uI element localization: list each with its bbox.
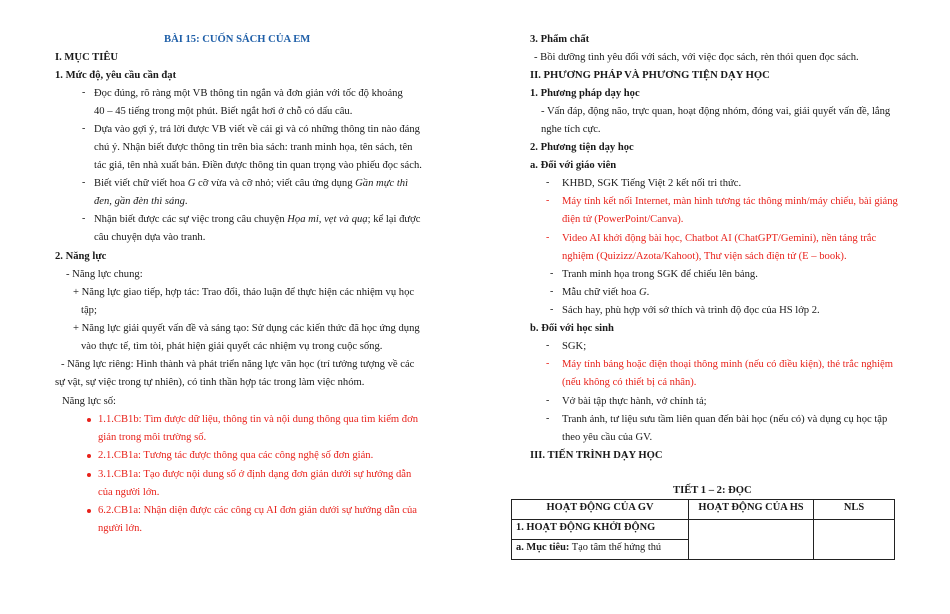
table-header-row	[512, 500, 895, 520]
bullet-dot	[87, 418, 91, 422]
heading-means: 2. Phương tiện dạy học	[530, 142, 634, 153]
teacher-item-5: Mẫu chữ viết hoa G.	[562, 287, 650, 298]
quality-line-1: - Bồi dưỡng tình yêu đối với sách, với việc đọc sách, rèn thói quen đọc sách.	[534, 52, 859, 63]
dash-bullet: -	[82, 213, 86, 224]
digital-competence-3-line-1: 3.1.CB1a: Tạo được nội dung số ở định dạng đơn giản dưới sự hướng dẫn	[98, 469, 412, 480]
requirement-3-line-1: Biết viết chữ viết hoa G cỡ vừa và cỡ nhỏ; viết câu ứng dụng Gần mực thì	[94, 178, 409, 189]
activity-startup-cell: 1. HOẠT ĐỘNG KHỞI ĐỘNG	[512, 520, 689, 540]
digital-competence-4-line-1: 6.2.CB1a: Nhận diện được các công cụ AI đơn giản dưới sự hướng dẫn của	[98, 505, 417, 516]
heading-method-1: 1. Phương pháp dạy học	[530, 88, 640, 99]
heading-process: III. TIẾN TRÌNH DẠY HỌC	[530, 450, 663, 461]
requirement-2-line-1: Dựa vào gợi ý, trả lời được VB viết về cái gì và có những thông tin nào đáng	[94, 124, 420, 135]
dash-bullet: -	[550, 268, 554, 279]
requirement-1-line-2: 40 – 45 tiếng trong một phút. Biết ngắt hơi ở chỗ có dấu câu.	[94, 106, 353, 117]
requirement-1-line-1: Đọc đúng, rõ ràng một VB thông tin ngắn và đơn giản với tốc độ khoảng	[94, 88, 403, 99]
bullet-dot	[87, 473, 91, 477]
general-competence-label: - Năng lực chung:	[66, 269, 143, 280]
heading-methods: II. PHƯƠNG PHÁP VÀ PHƯƠNG TIỆN DẠY HỌC	[530, 70, 770, 81]
requirement-2-line-2: chú ý. Nhận biết được thông tin trên bìa sách: tranh minh họa, tên sách, tên	[94, 142, 413, 153]
heading-competence: 2. Năng lực	[55, 251, 107, 262]
heading-student: b. Đối với học sinh	[530, 323, 614, 334]
heading-objectives: I. MỤC TIÊU	[55, 52, 119, 63]
general-competence-1-line-1: + Năng lực giao tiếp, hợp tác: Trao đổi, thảo luận để thực hiện các nhiệm vụ học	[73, 287, 415, 298]
digital-competence-1-line-2: giản trong môi trường số.	[98, 432, 207, 443]
heading-quality: 3. Phẩm chất	[530, 34, 590, 45]
heading-teacher: a. Đối với giáo viên	[530, 160, 617, 171]
dash-bullet: -	[82, 87, 86, 98]
student-item-2-line-1: Máy tính bảng hoặc điện thoại thông minh (nếu có điều kiện), thẻ trắc nghiệm	[562, 359, 893, 370]
digital-competence-1-line-1: 1.1.CB1b: Tìm được dữ liệu, thông tin và nội dung thông qua tìm kiếm đơn	[98, 414, 418, 425]
general-competence-2-line-2: vào thực tế, tìm tòi, phát hiện giải quyết các nhiệm vụ trong cuộc sống.	[81, 341, 383, 352]
requirement-2-line-3: tác giả, tên nhà xuất bản. Điền được thông tin quan trọng vào phiếu đọc sách.	[94, 160, 422, 171]
general-competence-2-line-1: + Năng lực giải quyết vấn đề và sáng tạo: Sử dụng các kiến thức đã học ứng dụng	[73, 323, 420, 334]
requirement-3-line-2: đen, gần đèn thì sáng.	[94, 196, 188, 207]
dash-bullet: -	[546, 340, 550, 351]
method-line-2: nghe tích cực.	[541, 124, 601, 135]
dash-bullet: -	[82, 177, 86, 188]
dash-bullet: -	[546, 195, 550, 206]
dash-bullet: -	[550, 286, 554, 297]
digital-competence-2: 2.1.CB1a: Tương tác được thông qua các công nghệ số đơn giản.	[98, 450, 374, 461]
student-item-3: Vở bài tập thực hành, vở chính tả;	[562, 396, 707, 407]
student-item-4-line-1: Tranh ảnh, tư liệu sưu tầm liên quan đến bài học (nếu có) và dụng cụ học tập	[562, 414, 888, 425]
teacher-item-3-line-2: nghiệm (Quizizz/Azota/Kahoot), Thư viện sách điện tử (E – book).	[562, 251, 847, 262]
activity-table	[511, 499, 895, 560]
nls-cell	[814, 520, 895, 560]
teacher-item-2-line-2: điện tử (PowerPoint/Canva).	[562, 214, 684, 225]
digital-competence-label: Năng lực số:	[62, 396, 116, 407]
dash-bullet: -	[546, 395, 550, 406]
dash-bullet: -	[546, 358, 550, 369]
dash-bullet: -	[550, 304, 554, 315]
teacher-item-4: Tranh minh họa trong SGK để chiếu lên bảng.	[562, 269, 758, 280]
specific-competence-line-1: - Năng lực riêng: Hình thành và phát triển năng lực văn học (trí tưởng tượng về các	[61, 359, 415, 370]
student-item-4-line-2: theo yêu cầu của GV.	[562, 432, 653, 443]
specific-competence-line-2: sự vật, sự việc trong tự nhiên), có tinh thần hợp tác trong làm việc nhóm.	[55, 377, 365, 388]
dash-bullet: -	[546, 177, 550, 188]
lesson-title: BÀI 15: CUỐN SÁCH CỦA EM	[164, 34, 311, 45]
teacher-item-2-line-1: Máy tính kết nối Internet, màn hình tương tác thông minh/máy chiếu, bài giảng	[562, 196, 898, 207]
student-item-2-line-2: (nếu không có thiết bị cá nhân).	[562, 377, 697, 388]
bullet-dot	[87, 509, 91, 513]
column-header-student: HOẠT ĐỘNG CỦA HS	[689, 500, 814, 520]
digital-competence-3-line-2: của người lớn.	[98, 487, 160, 498]
dash-bullet: -	[546, 232, 550, 243]
digital-competence-4-line-2: người lớn.	[98, 523, 143, 534]
method-line-1: - Vấn đáp, động não, trực quan, hoạt động nhóm, đóng vai, giải quyết vấn đề, lắng	[541, 106, 891, 117]
student-activity-cell	[689, 520, 814, 560]
column-header-teacher: HOẠT ĐỘNG CỦA GV	[512, 500, 689, 520]
dash-bullet: -	[82, 123, 86, 134]
dash-bullet: -	[546, 413, 550, 424]
requirement-4-line-1: Nhận biết được các sự việc trong câu chuyện Họa mi, vẹt và quạ; kể lại được	[94, 214, 421, 225]
teacher-item-6: Sách hay, phù hợp với sở thích và trình độ đọc của HS lớp 2.	[562, 305, 820, 316]
heading-level: 1. Mức độ, yêu cầu cần đạt	[55, 70, 177, 81]
student-item-1: SGK;	[562, 341, 587, 352]
period-title: TIẾT 1 – 2: ĐỌC	[673, 485, 752, 496]
objective-cell: a. Mục tiêu: Tạo tâm thế hứng thú	[512, 540, 689, 560]
teacher-item-1: KHBD, SGK Tiếng Việt 2 kết nối tri thức.	[562, 178, 742, 189]
column-header-nls: NLS	[814, 500, 895, 520]
requirement-4-line-2: câu chuyện dựa vào tranh.	[94, 232, 206, 243]
bullet-dot	[87, 454, 91, 458]
teacher-item-3-line-1: Video AI khởi động bài học, Chatbot AI (ChatGPT/Gemini), nền tảng trắc	[562, 233, 877, 244]
general-competence-1-line-2: tập;	[81, 305, 97, 316]
table-row	[512, 520, 895, 540]
